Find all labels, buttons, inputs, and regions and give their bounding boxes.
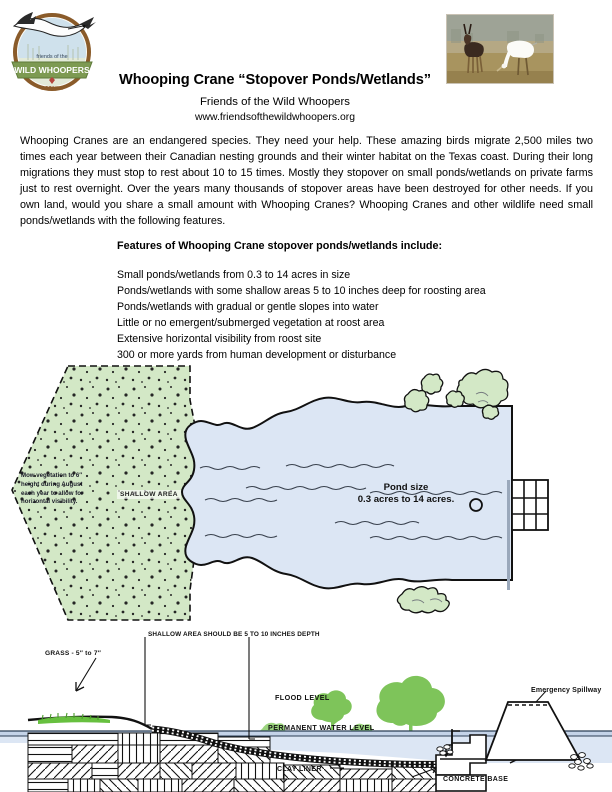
feature-item: Ponds/wetlands with gradual or gentle slopes into water [117,301,379,314]
title-block [60,72,490,124]
logo-line1: friends of the [36,54,68,60]
logo-line2: WILD WHOOPERS [14,65,90,75]
grass-tuft [38,713,110,724]
document-header [0,0,612,130]
feature-item: 300 or more yards from human development or disturbance [117,349,397,362]
pond-size-line2: 0.3 acres to 14 acres. [357,494,455,506]
flood-level-label: FLOOD LEVEL [275,693,330,702]
pond-size-line1: Pond size [383,482,429,493]
concrete-base-label: CONCRETE BASE [443,776,509,783]
logo-line3: POTAWA [41,86,63,92]
grass-callout-arrow [76,658,96,691]
clay-liner-label: CLAY LINER [277,766,322,773]
spillway-grate-icon [507,480,548,590]
shallow-depth-callout [145,637,255,739]
page-title: Whooping Crane “Stopover Ponds/Wetlands” [119,72,431,88]
feature-item: Small ponds/wetlands from 0.3 to 14 acres in size [117,269,351,281]
permanent-water-level-label: PERMANENT WATER LEVEL [268,723,375,732]
grass-label: GRASS - 5″ to 7″ [45,650,102,657]
mow-vegetation-note: Mow vegetation to 6″ height during August each year to allow for horizontal visibility. [21,472,84,506]
features-heading: Features of Whooping Crane stopover ponds/wetlands include: [117,240,443,252]
emergency-spillway-label: Emergency Spillway [531,687,602,694]
organization-website: www.friendsofthewildwhoopers.org [195,111,355,123]
feature-item: Little or no emergent/submerged vegetation at roost area [117,317,385,330]
feature-item: Ponds/wetlands with some shallow areas 5 to 10 inches deep for roosting area [117,285,486,298]
shallow-area-label: SHALLOW AREA [117,490,181,499]
organization-name: Friends of the Wild Whoopers [199,95,351,108]
shallow-depth-label: SHALLOW AREA SHOULD BE 5 TO 10 INCHES DEPTH [148,631,320,638]
features-list [117,267,537,364]
pond-size-label [326,482,486,507]
tree-large [376,676,444,731]
shrub-cluster-bottom [397,587,449,613]
feature-item: Extensive horizontal visibility from roost site [117,333,322,346]
intro-paragraph: Whooping Cranes are an endangered species. They need your help. These amazing birds migrate 2,500 miles two times each year between their Canadian nesting grounds and their winter habitat on the Texas coast. During their long migrations they must stop to rest about 10 to 15 times. Mostly they stopover on small ponds/wetlands on private farms just to rest overnight. Over the years many thousands of stopover areas have been destroyed for other needs. If you own land, would you share a small amount with Whooping Cranes? Whooping Cranes and other wildlife need small ponds/wetlands with the following features. [20,135,593,227]
